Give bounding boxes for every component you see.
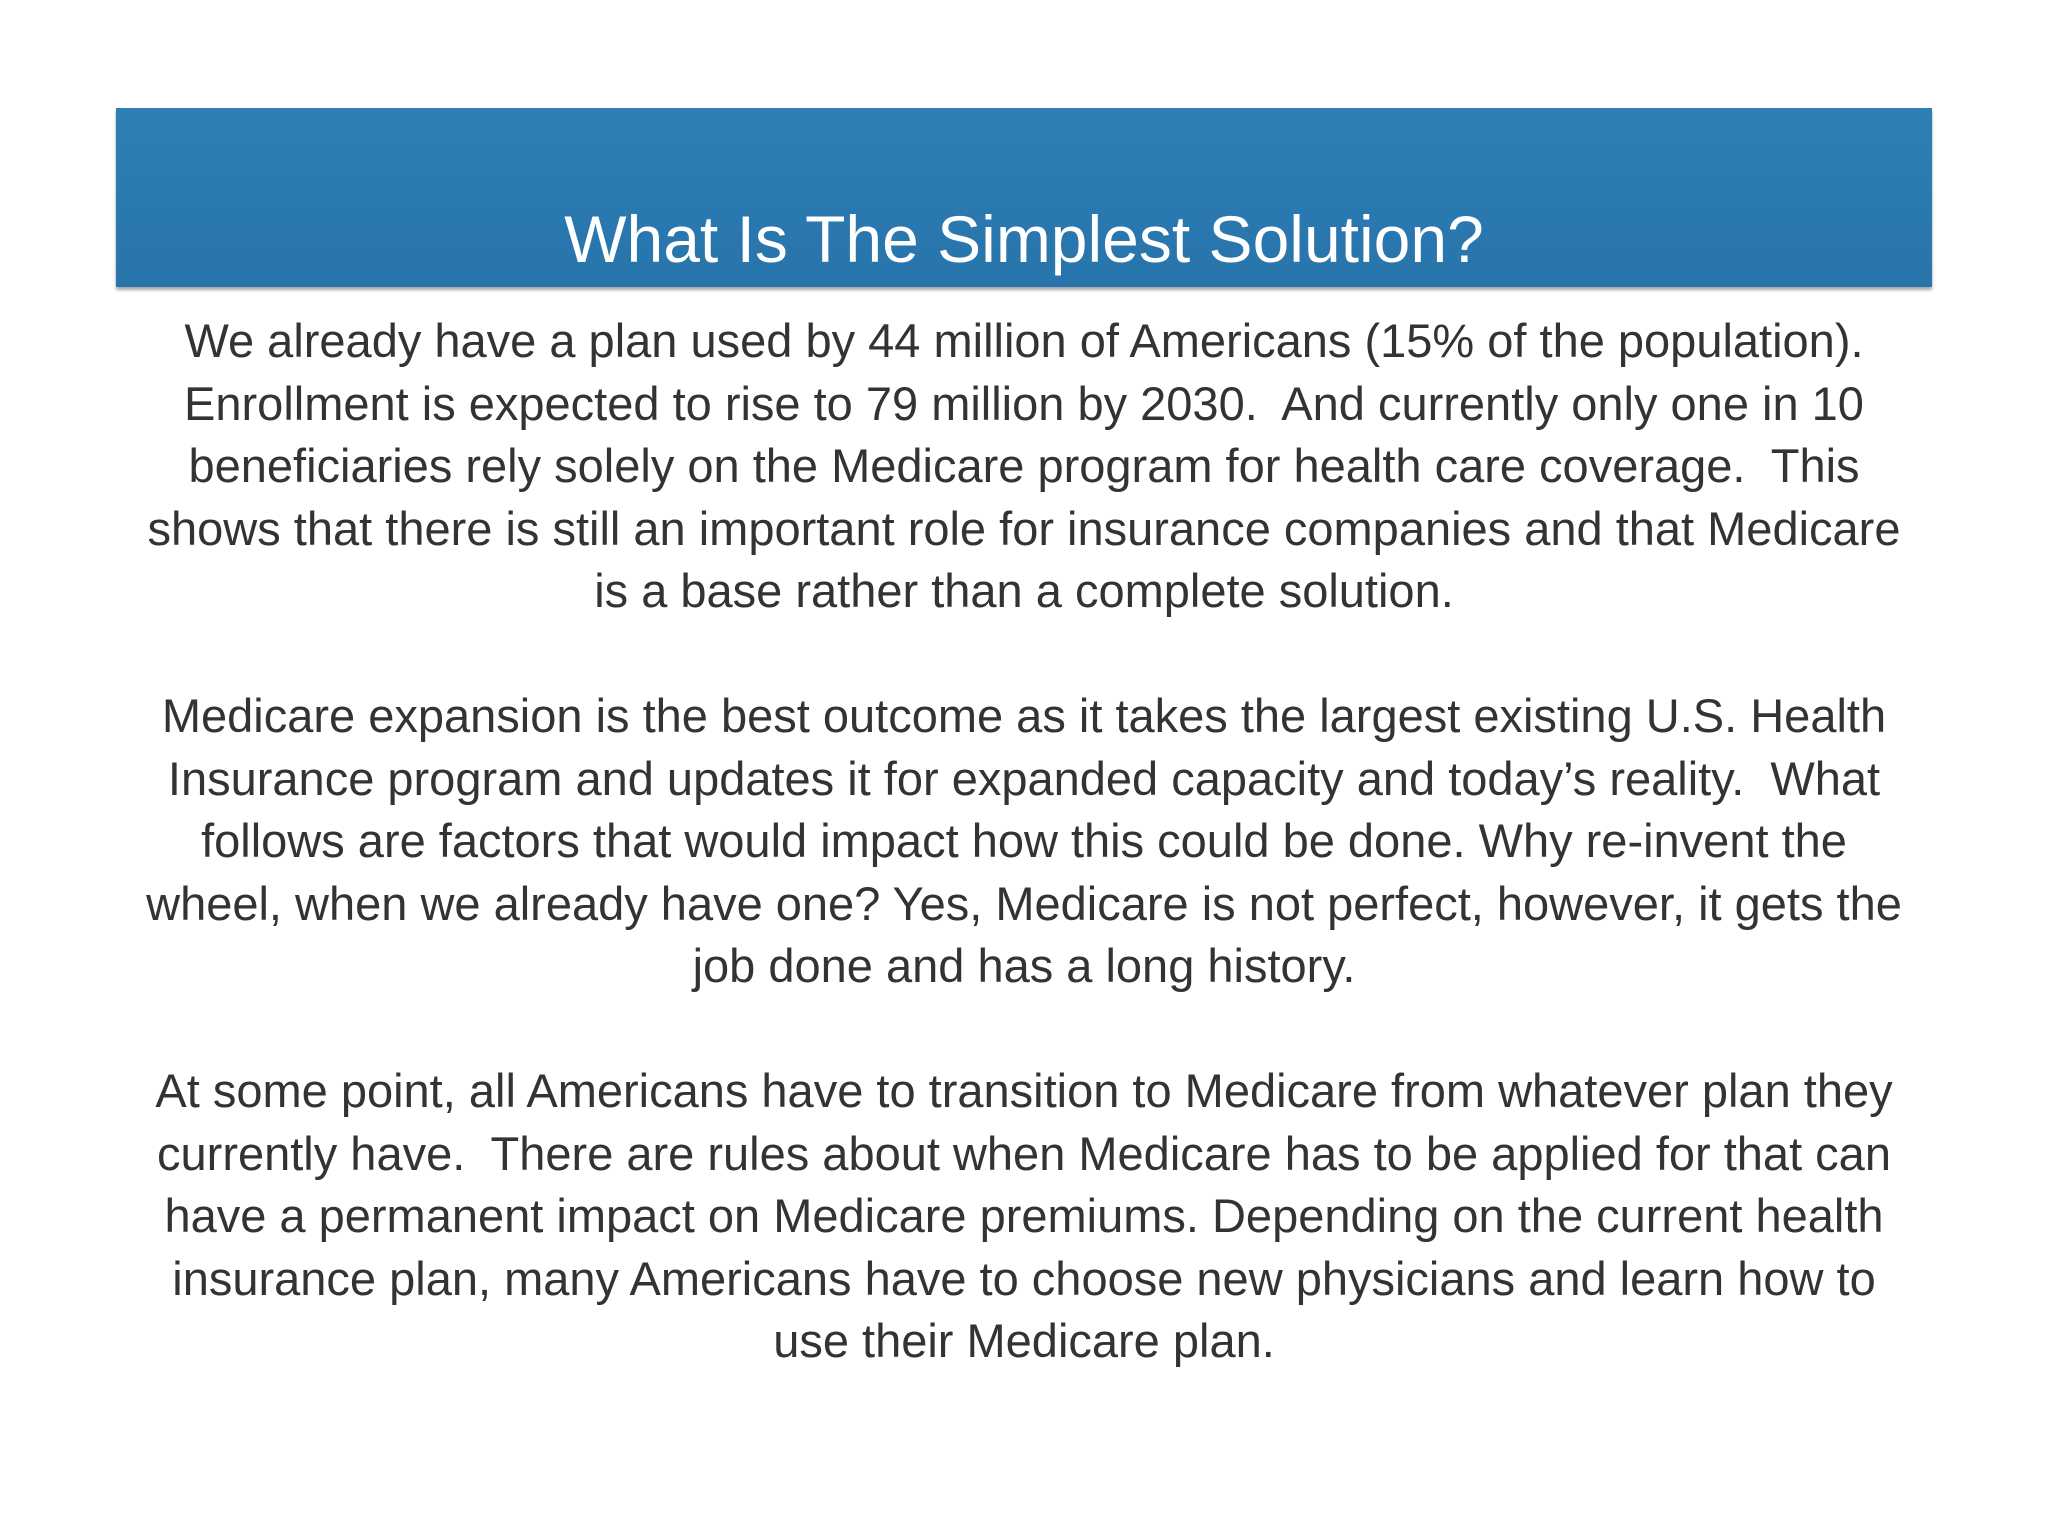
slide-body bbox=[130, 310, 1918, 1435]
slide-title: What Is The Simplest Solution? bbox=[564, 202, 1484, 276]
paragraph-expansion: Medicare expansion is the best outcome as it takes the largest existing U.S. Health Insurance program and updates it for expanded capacity and today’s reality. What follows are factors that would impact how this could be done. Why re-invent the wheel, when we already have one? Yes, Medicare is not perfect, however, it gets the job done and has a long history. bbox=[146, 689, 1915, 992]
title-banner bbox=[116, 108, 1932, 287]
paragraph-transition: At some point, all Americans have to transition to Medicare from whatever plan they currently have. There are rules about when Medicare has to be applied for that can have a permanent impact on Medicare premiums. Depending on the current health insurance plan, many Americans have to choose new physicians and learn how to use their Medicare plan. bbox=[155, 1064, 1906, 1367]
paragraph-enrollment: We already have a plan used by 44 million of Americans (15% of the population). Enrollment is expected to rise to 79 million by 2030. And currently only one in 10 beneficiaries rely solely on the Medicare program for health care coverage. This shows that there is still an important role for insurance companies and that Medicare is a base rather than a complete solution. bbox=[147, 314, 1914, 617]
